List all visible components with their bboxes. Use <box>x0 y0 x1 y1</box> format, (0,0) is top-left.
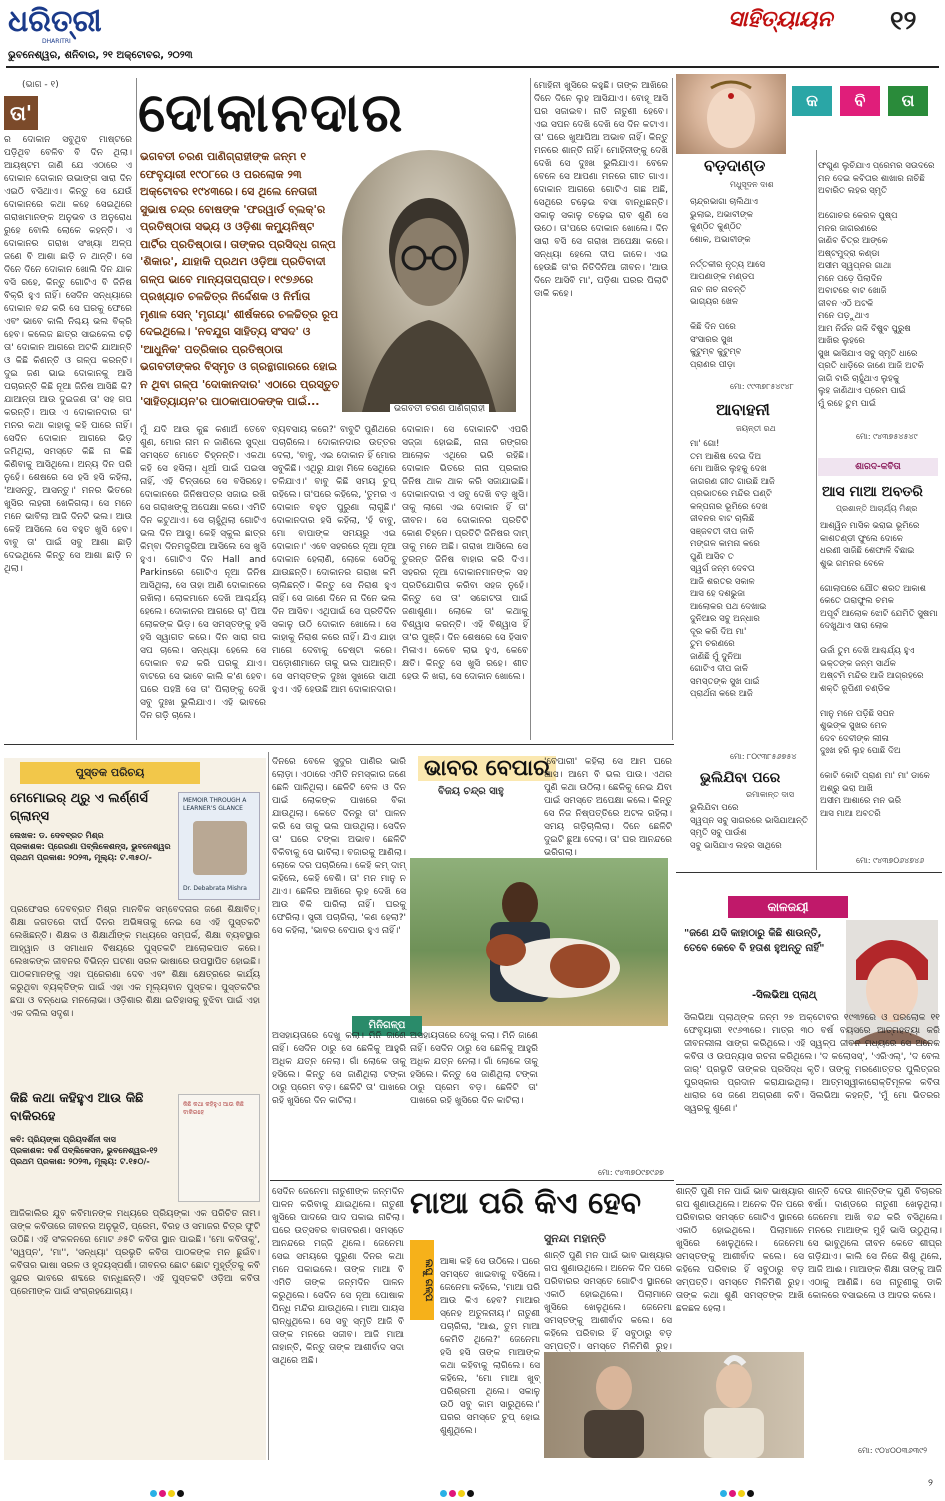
story-column-2: ମୁଁ ଯଦି ଆଉ କୁଛ କଣାଅଁ ତେବେ ଶୁଣ, ମୋର ନାମ ନ ଜାଣିଲେ ସୁଦ୍ଧା ସମସ୍ତେ ମୋତେ ଚିହ୍ନନ୍ତି। ଏକଥା କହି ସେ ହସିଲା। ଧୂଆଁ ପାଇଁ ପଇସା ନାହିଁ, ଏହି ଚିନ୍ତାରେ ସେ ବସିରହେ। ଦୋକାନରେ ଜିନିଷପତ୍ର ସଜାଇ ରଖି ସେ ଗରାଖଙ୍କୁ ଅପେକ୍ଷା କରେ। ଏମିତି ଦିନ କଟୁଥାଏ। ସେ ଚାହୁଁଥିଲା ଗୋଟିଏ ଭଲ ଦିନ ଆସୁ। କେହି ସ୍କୁଲ ଛାତ୍ର କିମ୍ବା ଦିନମଜୁରିଆ ଆସିଲେ ସେ ଖୁସି ହୁଏ। ଗୋଟିଏ ଦିନ Hall and Parkinsରେ ଗୋଟିଏ ନୂଆ ଜିନିଷ ଆସିଥିଲା, ସେ ତାହା ଆଣି ଦୋକାନରେ ରଖିଲା। ଲୋକମାନେ ଦେଖି ଆଶ୍ଚର୍ଯ୍ୟ ହେଲେ। ଦୋକାନର ଆଗରେ ଚା' ପିଆ ଲୋକଙ୍କ ଭିଡ଼। ସେ ସମସ୍ତଙ୍କୁ ହସି ହସି ସ୍ୱାଗତ କରେ। ଦିନ ସାରା ଗପ ସପ ଚାଲେ। ସନ୍ଧ୍ୟା ହେଲେ ସେ ଦୋକାନ ବନ୍ଦ କରି ଘରକୁ ଯାଏ। ବାଟରେ ସେ ଭାବେ କାଲି କ'ଣ ହେବ। ଘରେ ପହଞ୍ଚି ସେ ତା' ପିଲାଙ୍କୁ ଦେଖି ସବୁ ଦୁଃଖ ଭୁଲିଯାଏ। ଏହି ଭାବରେ ଦିନ ଗଡ଼ି ଚାଲେ। <box>140 425 266 721</box>
laghu-story-column-4: ଶାନ୍ତି ଦେଉ ଶାନ୍ତିଙ୍କ ପୁଣି ବିଚାରର ଵର୍ଷା। ଦାଣ୍ଡରେ ନାତୁଣୀ ଖେଳୁଥିଲା। ଜେନେମା ଆଖି ବନ୍ଦ କରି ବସିଥିଲେ। ମନରେ ମାଆଙ୍କ ମୁହଁ ଭାସି ଉଠୁଥିଲା। ସେ ଭାବୁଥିଲେ ଜୀବନ କେତେ ଶୀଘ୍ର ଗଡ଼ିଯାଏ। କାଲି ସେ ନିଜେ ଶିଶୁ ଥିଲେ, ଆଜି ଆଈ। ମାଆଙ୍କ ଶିକ୍ଷା ତାଙ୍କୁ ଆଜି ଏଠାକୁ ଆଣିଛି। ସେ ନାତୁଣୀକୁ ଡାକି କୋଳରେ ବସାଇଲେ ଓ ଆଦର କଲେ। <box>808 1187 942 1301</box>
story-column-3: ବ୍ୟବସାୟ କରେ?' ବାବୁଟି ପୁଣିଥରେ ପଚାରିଲେ। ଦୋକାନଦାର ଉତ୍ତର ଦେଲା, 'ବାବୁ, ଏଇ ଦୋକାନ ହିଁ ମୋର ସବୁକିଛି। ଏଥିରୁ ଯାହା ମିଳେ ସେଥିରେ ଚଳିଯାଏ।' ବାବୁ କିଛି ସମୟ ଚୁପ୍ ରହିଲେ। ତା'ପରେ କହିଲେ, 'ତୁମର ଏ ଦୋକାନ ବହୁତ ପୁରୁଣା ଲାଗୁଛି।' ଦୋକାନଦାର ହସି କହିଲା, 'ହଁ ବାବୁ, ମୋ ବାପାଙ୍କ ସମୟରୁ ଏଇ ଦୋକାନ।' ଏବେ ସହରରେ ନୂଆ ନୂଆ ଦୋକାନ ହେଲାଣି, ଲୋକେ ସେଠିକୁ ଯାଉଛନ୍ତି। ଦୋକାନର ଗରାଖ କମି ଚାଲିଛନ୍ତି। କିନ୍ତୁ ସେ ନିରାଶ ହୁଏ ନାହିଁ। ସେ ଜାଣେ ଦିନେ ନା ଦିନେ ଭଲ ଦିନ ଆସିବ। ଏଥିପାଇଁ ସେ ପ୍ରତିଦିନ ସକାଳୁ ଉଠି ଦୋକାନ ଖୋଲେ। ସେ କାହାକୁ ନିରାଶ କରେ ନାହିଁ। ଯିଏ ଯାହା ମାଗେ ଦେବାକୁ ଚେଷ୍ଟା କରେ। ପଡ଼ୋଶୀମାନେ ତାକୁ ଭଲ ପାଆନ୍ତି। ସେ ସମସ୍ତଙ୍କ ଦୁଃଖ ସୁଖରେ ସାଥୀ ହୁଏ। ଏହି ହେଉଛି ଆମ ଦୋକାନଦାର। <box>272 425 396 695</box>
author-portrait <box>342 150 516 412</box>
book-1-title: ମେମୋଇର୍ ଥ୍ରୁ ଏ ଲର୍ଣ୍ଣର୍ସ ଗ୍ଲାନ୍ସ <box>10 791 148 824</box>
kabita-badge-letter: ବି <box>840 86 880 116</box>
book-review-label: ପୁସ୍ତକ ପରିଚୟ <box>20 762 200 784</box>
kalajayi-quote-author: -ସିଲଭିଆ ପ୍ଲାଥ୍ <box>752 990 817 1001</box>
story-dropcap: ତା' <box>4 96 38 130</box>
masthead <box>0 0 945 64</box>
minigalpa-title: ଭାବର ବେପାର <box>418 756 556 781</box>
poem-2-author: ଜୟନ୍ତୀ ରଥ <box>736 424 776 433</box>
magenta-dot <box>729 1490 736 1497</box>
laghu-story-badge: ଲଘୁ ଗଳ୍ପ <box>410 1240 434 1320</box>
registration-dots <box>150 1482 186 1501</box>
story-title: ଦୋକାନଦାର <box>138 80 405 144</box>
divider <box>530 78 531 740</box>
footer-page-marker: ୨ <box>928 1478 933 1489</box>
divider <box>672 78 673 740</box>
poem-2-title: ଆବାହନୀ <box>716 400 770 419</box>
section-title: ସାହିତ୍ୟାୟନ <box>728 6 833 32</box>
story-column-1: ର ଦୋକାନ ସବୁଥିବ ମାଷ୍ଟରେ ପଡ଼ିଥିବ ବେଳିବ ବି ଦିନ ଥିଲା। ଆୟଷ୍ଟମ ଜାଣି ଯେ ଏଠାରେ ଏ ଦୋକାନ ଦୋକାନ ଉଭାଙ୍ଗ ସାରା ଦିନ ଏଇଠି ବସିଥାଏ। କିନ୍ତୁ ସେ ଯେଉଁ ଦୋକାନରେ କଥା କହେ ସେଇଥିରେ ଗରାଖମାନଙ୍କ ଅନୁଭବ ଓ ଅନୁରୋଧ ରୁହେ ବୋଲି ଲୋକେ କହନ୍ତି। ଏ ଦୋକାନର ଗରାଖ ସଂଖ୍ୟା ଅଳ୍ପ ଜଣେ ବି ଆଶା ଛାଡ଼ି ନ ଥାନ୍ତି। ସେ ଦିନେ ଦିନେ ଦୋକାନ ଖୋଲି ଦିନ ଯାକ ବସି ରହେ, କିନ୍ତୁ ଗୋଟିଏ ବି ଜିନିଷ ବିକ୍ରି ହୁଏ ନାହିଁ। ସେଦିନ ସନ୍ଧ୍ୟାରେ ଦୋକାନ ବନ୍ଦ କରି ସେ ଘରକୁ ଫେରେ ଏବଂ ଭାବେ କାଲି ନିଶ୍ଚୟ ଭଲ ବିକ୍ରି ହେବ। କଲେଜ ଛାତ୍ର ସାଇକେଲ ଚଢ଼ି ତା' ଦୋକାନ ଆଗରେ ଅଟକି ଯାଆନ୍ତି ଓ କିଛି କିଣନ୍ତି ଓ ଗଳ୍ପ କରନ୍ତି। ଦୁଇ ଜଣ ଭାଇ ଦୋକାନକୁ ଆସି ପଚାରନ୍ତି କିଛି ନୂଆ ଜିନିଷ ଆସିଛି କି? ଯାଆନ୍ତା ଆଉ ଦୁଇଜଣ ତା' ସହ ଗପ କରନ୍ତି। ଆଉ ଏ ଦୋକାନଦାର ତା' ମନର କଥା କାହାକୁ କହି ପାରେ ନାହିଁ। ସେଦିନ ଦୋକାନ ଆଗରେ ଭିଡ଼ ଜମିଥିଲା, ସମସ୍ତେ କିଛି ନା କିଛି କିଣିବାକୁ ଆସିଥିଲେ। ଅନ୍ୟ ଦିନ ପରି ନୁହେଁ। ଶେଷରେ ସେ ହସି ହସି କହିଲା, 'ଆସନ୍ତୁ, ଆସନ୍ତୁ।' ମନର ଭିତରେ ଖୁସିର ଲହରୀ ଖେଳିଗଲା। ସେ ମନେ ମନେ ଭାବିଲା ଆଜି ଦିନଟି ଭଲ। ଆଉ କେହି ଆସିଲେ ସେ ବହୁତ ଖୁସି ହେବ। ବାବୁ ତା' ପାଇଁ ସବୁ ଆଶା ଛାଡ଼ି ଦେଇଥିଲେ କିନ୍ତୁ ସେ ଆଶା ଛାଡ଼ି ନ ଥିଲା। <box>4 135 132 574</box>
newspaper-logo: ଧରିତ୍ରୀ <box>8 4 102 39</box>
poem-2-text: ମା' ଗୋ! ତମ ଆଶିଷ ଦେଇ ଦିଅ ମୋ ଆଖିର ଲୁହକୁ ଦେଖ ଜାଗରଣ ଗୀତ ଗାଉଛି ଆଜି ପ୍ରଭାତରେ ମନ୍ଦିର ଘଣ୍ଟି କଳ୍ପନାର ଭୂମିରେ ଦେଖ ଜୀବନର ବାଟ ଚାଲିଛି ସଞ୍ଜବତୀ ଦୀପ ଜାଳି ମଙ୍ଗଳ କାମନା କରେ ପୁଣି ଆସିବ ତ ସ୍ୱର୍ଗ ଜନ୍ମ ଦେବତା ଆଜି ଶରତର ସକାଳ ଆସ ହେ ଦଶଭୁଜା ଆଲୋକର ପଥ ଦେଖାଇ ଦୁନିଆର ସବୁ ଅନ୍ଧାର ଦୂର କରି ଦିଅ ମା' ତୁମ ଚରଣରେ ଜାଣିଛି ମୁଁ ଦୁନିଆ ଗୋଟିଏ ଦୀପ ଜାଳି ସମସ୍ତଙ୍କ ସୁଖ ପାଇଁ ପ୍ରାର୍ଥନା କରେ ଆଜି <box>690 439 775 699</box>
book-1-meta: ଲେଖକ: ଡ. ଦେବବ୍ରତ ମିଶ୍ର ପ୍ରକାଶକ: ପ୍ରେରଣା ପବ୍ଲିକେଶନ୍ସ, ଭୁବନେଶ୍ୱର ପ୍ରଥମ ପ୍ରକାଶ: ୨୦୨୩, ମୂଲ୍ୟ: ଟ.୩୫୦/- <box>10 831 171 862</box>
minigalpa-author: ବିଜୟ ଚନ୍ଦ୍ର ସାହୁ <box>438 786 504 797</box>
kabita-badge <box>792 86 932 116</box>
divider <box>816 150 817 870</box>
kabita-badge-letter: ତା <box>888 86 928 116</box>
book-1-review: ପ୍ରଫେସର ଦେବବ୍ରତ ମିଶ୍ର ମାନବିକ ସମ୍ବେଦନାର ଜଣେ ଶିକ୍ଷାବିତ୍। ଶିକ୍ଷା ଜଗତରେ ଦୀର୍ଘ ଦିନର ଅଭିଜ୍ଞତାକୁ ନେଇ ସେ ଏହି ପୁସ୍ତକଟି ଲେଖିଛନ୍ତି। ଶିକ୍ଷକ ଓ ଶିକ୍ଷାର୍ଥୀଙ୍କ ମଧ୍ୟରେ ସମ୍ପର୍କ, ଶିକ୍ଷା ବ୍ୟବସ୍ଥାର ଆହ୍ୱାନ ଓ ସମାଧାନ ବିଷୟରେ ପୁସ୍ତକଟି ଆଲୋକପାତ କରେ। ଲେଖକଙ୍କ ଜୀବନର ବିଭିନ୍ନ ଘଟଣା ସରଳ ଭାଷାରେ ଉପସ୍ଥାପିତ ହୋଇଛି। ପାଠକମାନଙ୍କୁ ଏହା ପ୍ରେରଣା ଦେବ ଏବଂ ଶିକ୍ଷା କ୍ଷେତ୍ରରେ କାର୍ଯ୍ୟ କରୁଥିବା ବ୍ୟକ୍ତିଙ୍କ ପାଇଁ ଏହା ଏକ ମୂଲ୍ୟବାନ ପୁସ୍ତକ। ପୁସ୍ତକଟିର ଛପା ଓ ବନ୍ଧେଇ ମନଲୋଭା। ଓଡ଼ିଶାର ଶିକ୍ଷା ଇତିହାସକୁ ବୁଝିବା ପାଇଁ ଏହା ଏକ ଦଲିଲ ସଦୃଶ। <box>10 905 260 1019</box>
poem-3-text: ଭୁଲିଯିବା ପରେ ସ୍ୱପ୍ନ ସବୁ ସାଗରରେ ଭାସିଯାଆନ୍ତି ସ୍ମୃତି ସବୁ ପାଉଁଶ ସବୁ ଭାସିଯାଏ ଲହର ସାଥିରେ <box>690 803 808 851</box>
magenta-dot <box>159 1490 166 1497</box>
poem-4-title: ଆସ ମାଆ ଅବତରି <box>822 484 923 500</box>
poem-3-author: ରମାକାନ୍ତ ଦାସ <box>746 790 794 799</box>
book-1-cover-author: Dr. Debabrata Mishra <box>183 885 247 892</box>
book-1-cover <box>178 792 260 900</box>
kabita-badge-letter: କ <box>792 86 832 116</box>
magenta-dot <box>449 1490 456 1497</box>
divider <box>136 78 137 740</box>
masthead-rule <box>6 66 939 68</box>
poem-3-title: ଭୁଲିଯିବା ପରେ <box>700 770 781 786</box>
kalajayi-label: କାଳଜୟୀ <box>728 896 848 918</box>
poem-2-sign: ମୋ: ୮୦୯୩୮୫୬୭୫୪ <box>730 752 797 761</box>
poem-1-sign: ମୋ: ୯୯୩୭୮୫୪୯୪୮ <box>730 382 794 391</box>
story-column-4: ଦୋକାନ। ସେ ଦୋକାନଟି ଏପରି ସଜ୍ଜା ହୋଇଛି, ନାନା ରଙ୍ଗର ଆଲୋକ ଏଥିରେ ଭରି ରହିଛି। ଦୋକାନ ଭିତରେ ନାନା ପ୍ରକାର ଜିନିଷ ଥାକ ଥାକ କରି ସଜାଯାଇଛି। ଦୋକାନଦାର ଏ ସବୁ ଦେଖି ବଡ଼ ଖୁସି। ତାକୁ ଲାଗେ ଏଇ ଦୋକାନ ହିଁ ତା' ଜୀବନ। ସେ ଦୋକାନର ପ୍ରତିଟି କୋଣ ଚିହ୍ନେ। ପ୍ରତିଟି ଜିନିଷର ଦାମ୍ ତାକୁ ମନେ ଅଛି। ଗରାଖ ଆସିଲେ ସେ ତୁରନ୍ତ ଜିନିଷ ବାହାର କରି ଦିଏ। ସହରର ନୂଆ ଦୋକାନମାନଙ୍କ ସହ ପ୍ରତିଯୋଗିତା କରିବା ସହଜ ନୁହେଁ। କିନ୍ତୁ ସେ ତା' ସଚ୍ଚୋଟତା ପାଇଁ ଜଣାଶୁଣା। ଲୋକେ ତା' କଥାକୁ ବିଶ୍ୱାସ କରନ୍ତି। ଏହି ବିଶ୍ୱାସ ହିଁ ତା'ର ପୁଞ୍ଜି। ଦିନ ଶେଷରେ ସେ ହିସାବ ମିଳାଏ। କେବେ ଲାଭ ହୁଏ, କେବେ କ୍ଷତି। କିନ୍ତୁ ସେ ଖୁସି ରହେ। ଶୀତ ହେଉ କି ଖରା, ସେ ଦୋକାନ ଖୋଲେ। <box>402 425 528 682</box>
divider <box>676 872 942 873</box>
portrait-caption: ଭଗବତୀ ଚରଣ ପାଣିଗ୍ରାହୀ <box>390 404 489 414</box>
yellow-dot <box>458 1490 465 1497</box>
minigalpa-badge: ମିନିଗଳ୍ପ <box>352 1016 422 1036</box>
poem-1-date: ମୋ: ୯୪୩୭୫୪୫୪୯ <box>856 432 918 441</box>
page-number: ୧୨ <box>890 6 917 36</box>
book-2-cover <box>178 1094 260 1202</box>
story-part: (ଭାଗ - ୧) <box>22 80 59 90</box>
story-column-5: ମୋହିନୀ ଖୁସିରେ କହୁଛି। ତାଙ୍କ ଆଖିରେ ଦିନେ ଦିନେ ଲୁହ ଆସିଯାଏ। ବୋହୂ ଆସି ଘର ସଜାଇବ। ନାତି ନାତୁଣୀ ହେବେ। ଏଇ ସପନ ଦେଖି ଦେଖି ସେ ଦିନ କଟାଏ। ତା' ଘରେ ଖୁଆପିଆ ଅଭାବ ନାହିଁ। କିନ୍ତୁ ମନରେ ଶାନ୍ତି ନାହିଁ। ମୋହିନୀଙ୍କୁ ଦେଖି ଦେଖି ସେ ଦୁଃଖ ଭୁଲିଯାଏ। ବେଳେ ବେଳେ ସେ ଆପଣା ମନରେ ଗୀତ ଗାଏ। ଦୋକାନ ଆଗରେ ଗୋଟିଏ ଗଛ ଅଛି, ସେଥିରେ ଚଢ଼େଇ ବସା ବାନ୍ଧିଛନ୍ତି। ସକାଳୁ ସକାଳୁ ଚଢ଼େଇ ରାବ ଶୁଣି ସେ ଉଠେ। ତା'ପରେ ଦୋକାନ ଖୋଲେ। ଦିନ ସାରା ବସି ସେ ଗରାଖ ଅପେକ୍ଷା କରେ। ସନ୍ଧ୍ୟା ହେଲେ ଦୀପ ଜାଳେ। ଏଇ ହେଉଛି ତା'ର ନିତିଦିନିଆ ଜୀବନ। 'ଆଉ ଦିନେ ଆସିବି ମା', ପଡ଼ିଶା ଘରର ପିଲାଟି ଡାକି କହେ। <box>534 81 668 299</box>
divider <box>270 1180 674 1181</box>
cyan-dot <box>150 1490 157 1497</box>
cyan-dot <box>440 1490 447 1497</box>
divider <box>268 752 269 1460</box>
cyan-dot <box>720 1490 727 1497</box>
poem-1-text-left: ଚାନ୍ଦ୍ରଭାଗା ଚାଲିଥାଏ ଭୁଲାଇ, ଅଭାବୀଙ୍କ କୁଣ୍ଠିତ କୁଣ୍ଠିତ ଶୋକ, ଅଭାବୀଙ୍କ ନର୍ତ୍ତକୀର ନୃତ୍ୟ ଆସେ ଆପଣାଙ୍କ ମଣ୍ଡପ ନାଚ ନାଚ ନାଚନ୍ତି ଭାଗ୍ୟର ଖେଳ କିଛି ଦିନ ପରେ ସଂସାରର ସୁଖ କୁଟୁମ୍ବ କୁଟୁମ୍ବ ପ୍ରାଣର ପୀଡ଼ା <box>690 197 765 370</box>
minigalpa-column-left: ଦିନରେ ବେଳେ ସୁଦୁର ପାଣିର ଭାରି ଲୋଡ଼ା। ଏଠାରେ ଏମିତି ନମସ୍କାର ଜଣେ ଛେଳି ପାଳିଥିଲା। ଛେଳିଟି ବେଳ ଓ ଦିନ ପାଇଁ ଲୋକଙ୍କ ପାଖରେ ବିକା ଯାଉଥିଲା। କେତେ ଦିନରୁ ତା' ପାଳନ କରି ସେ ତାକୁ ଭଲ ପାଉଥିଲା। ସେଦିନ ତା' ଘରେ ଟଙ୍କା ଅଭାବ। ଛେଳିଟି ବିକିବାକୁ ସେ ଭାବିଲା। ବଜାରକୁ ଆଣିଲା। ଲୋକେ ଦର ପଚାରିଲେ। କେହି କମ୍ ଦାମ୍ କହିଲେ, କେହି ବେଶି। ତା' ମନ ମାନୁ ନ ଥାଏ। ଛେଳିର ଆଖିରେ ଲୁହ ଦେଖି ସେ ଆଉ ବିକି ପାରିଲା ନାହିଁ। ଘରକୁ ଫେରିଲା। ସ୍ତ୍ରୀ ପଚାରିଲା, 'କଣ ହେଲା?' ସେ କହିଲା, 'ଭାବର ବେପାର ହୁଏ ନାହିଁ।' <box>272 757 406 936</box>
registration-dots <box>440 1482 476 1501</box>
newspaper-logo-sub: DHARITRI <box>42 38 71 45</box>
book-1-cover-title: MEMOIR THROUGH A LEARNER'S GLANCE <box>183 797 247 812</box>
dateline: ଭୁବନେଶ୍ୱର, ଶନିବାର, ୨୧ ଅକ୍ଟୋବର, ୨୦୨୩ <box>8 50 193 61</box>
black-dot <box>747 1490 754 1497</box>
minigalpa-column-mid: ଅସହାୟତାରେ ଦେଖୁ କଲା। ମିନି ଜାଣେ ନାହିଁ। ସେଦିନ ଠାରୁ ସେ ଛେଳିକୁ ଆହୁରି ଅଧିକ ଯତ୍ନ ନେଲା। ଗାଁ ଲୋକେ ତାକୁ ହସିଲେ। କିନ୍ତୁ ସେ ଜାଣିଥିଲା ଟଙ୍କା ଠାରୁ ପ୍ରେମ ବଡ଼। ଛେଳିଟି ତା' ପାଖରେ ରହି ଖୁସିରେ ଦିନ କାଟିଲା। <box>410 1031 538 1106</box>
minigalpa-column-right: 'ବେପାରୀ' କହିଲା ସେ ଆମ ଘରେ ଆସ। ଆମେ ବି ଭଲ ପାଉ। ଏଥର ପୁଣି କଥା ଉଠିଲା। ଛେଳିକୁ ନେଇ ଯିବା ପାଇଁ ସମସ୍ତେ ଅପେକ୍ଷା କଲେ। କିନ୍ତୁ ସେ ନିଜ ନିଷ୍ପତ୍ତିରେ ଅଟଳ ରହିଲା। ସମୟ ଗଡ଼ିଚାଲିଲା। ଦିନେ ଛେଳିଟି ଦୁଇଟି ଛୁଆ ଦେଲା। ତା' ଘର ଆନନ୍ଦରେ ଭରିଗଲା। <box>544 757 672 858</box>
portrait-figure <box>342 150 516 412</box>
black-dot <box>177 1490 184 1497</box>
couple-figure <box>544 1352 804 1458</box>
laghu-story-column-1: ସେଦିନ ଜେନେମା ନାତୁଣୀଙ୍କ ଜନ୍ମଦିନ ପାଳନ କରିବାକୁ ଯାଇଥିଲେ। ନାତୁଣୀ ଖୁସିରେ ପାଦରେ ପାଦ ପକାଇ ନାଚିଲା। ଘରେ ଉତ୍ସବର ବାତାବରଣ। ସମସ୍ତେ ଆନନ୍ଦରେ ମଜ୍ଜି ଥିଲେ। ଜେନେମା ସେଇ ସମୟରେ ପୁରୁଣା ଦିନର କଥା ମନେ ପକାଇଲେ। ତାଙ୍କ ମାଆ ବି ଏମିତି ତାଙ୍କ ଜନ୍ମଦିନ ପାଳନ କରୁଥିଲେ। ସେଦିନ ସେ ନୂଆ ପୋଷାକ ପିନ୍ଧି ମନ୍ଦିର ଯାଉଥିଲେ। ମାଆ ପାୟସ ରାନ୍ଧୁଥିଲେ। ସେ ସବୁ ସ୍ମୃତି ଆଜି ବି ତାଙ୍କ ମନରେ ସଜୀବ। ଆଜି ମାଆ ନାହାନ୍ତି, କିନ୍ତୁ ତାଙ୍କ ଆଶୀର୍ବାଦ ସଦା ସାଥିରେ ଅଛି। <box>272 1187 404 1366</box>
kalajayi-quote: "ଜଣେ ଯଦି କାହାଠାରୁ କିଛି ଶାଉନ୍ତି, ତେବେ କେବେ ବି ହତାଶ ହୁଅନ୍ତୁ ନାହିଁ" <box>684 928 825 954</box>
laghu-story-sign: ମୋ: ୯୦୪୦୦୩୬୩୯୨ <box>858 1446 928 1455</box>
divider <box>676 1184 942 1185</box>
poem-1-text-right: ଫଗୁଣ ଲୁଚିଯାଏ ପ୍ରେମର ସଉଦରେ ମନ ଦେଇ କବିତାର ଶାଖାର ନାଚିଛି ଅବାରିତ ଲହର ସ୍ମୃତି ଅଗୋଚର କେରଳ ପୁଷ୍ପ ମନର ଜାଗରଣରେ ଜାଣିବ ଚିତ୍ର ଆଙ୍କେ ଅଷ୍ଟମୁଦ୍ରା କଣ୍ଡା ଅସୀମ ସ୍ୱପ୍ନର ଗାଥା ମନେ ପଡ଼େ ପିଲାଦିନ ଅବାଟରେ ବାଟ ଖୋଜି ଜୀବନ ଏଠି ଅଟକି ମନେ ପଡ଼ୁଥାଏ ଆମ ନିର୍ଜନ ଗଳି ବିଷୁବ ପୁରୁଷ ଆଖିର ଲୁହରେ ସୁଖ ଭାସିଯାଏ ସବୁ ସ୍ମୃତି ଧାରେ ପ୍ରତି ଧାଡ଼ିରେ ଜାଣେ ଆଜି ଅଟକି ଜାଗି ବାରି ଚାହୁଁଥାଏ ଲୁହକୁ ଲୁହ ଜାଣିଥାଏ ପ୍ରେମ ପାଇଁ ମୁଁ ରହେ ତୁମ ପାଇଁ <box>818 161 935 409</box>
poem-1-title: ବଡ଼ଦାଣ୍ଡ <box>704 156 766 175</box>
book-2-title: କିଛି କଥା କହିହୁଏ ଆଉ କିଛି ବାକିରହେ <box>10 1091 144 1124</box>
sharad-kabita-label: ଶାରଦ-କବିତା <box>818 458 938 476</box>
book-2-review: ଆଜିକାଲିର ଯୁବ କବିମାନଙ୍କ ମଧ୍ୟରେ ପ୍ରିୟଙ୍କା ଏକ ପରିଚିତ ନାମ। ତାଙ୍କ କବିତାରେ ଜୀବନର ଅନୁଭୂତି, ପ୍ରେମ, ବିରହ ଓ ସମାଜର ଚିତ୍ର ଫୁଟି ଉଠିଛି। ଏହି ସଂକଳନରେ ମୋଟ ୬୫ଟି କବିତା ସ୍ଥାନ ପାଇଛି। 'ମୋ କବିତାକୁ', 'ସ୍ୱପ୍ନ', 'ମା'', 'ସନ୍ଧ୍ୟା' ପ୍ରଭୃତି କବିତା ପାଠକଙ୍କ ମନ ଛୁଇଁବ। କବିତାର ଭାଷା ସରଳ ଓ ହୃଦୟସ୍ପର୍ଶୀ। ଜୀବନର ଛୋଟ ଛୋଟ ମୁହୂର୍ତ୍ତକୁ କବି ସୁନ୍ଦର ଭାବରେ ଶବ୍ଦରେ ବାନ୍ଧିଛନ୍ତି। ଏହି ପୁସ୍ତକଟି ଓଡ଼ିଆ କବିତା ପ୍ରେମୀଙ୍କ ପାଇଁ ସଂଗ୍ରହଯୋଗ୍ୟ। <box>10 1209 260 1297</box>
goddess-image <box>676 74 786 154</box>
book-2-meta: କବି: ପ୍ରିୟଙ୍କା ପ୍ରିୟଦର୍ଶିନୀ ଦାସ ପ୍ରକାଶକ: ଦର୍ଶ ପବ୍ଲିକେସନ, ଭୁବନେଶ୍ୱର-୧୨ ପ୍ରଥମ ପ୍ରକାଶ: ୨୦୨୩, ମୂଲ୍ୟ: ଟ.୧୫୦/- <box>10 1135 158 1166</box>
goddess-face <box>676 74 786 154</box>
laghu-story-column-5: ଶାନ୍ତି ପୁଣି ମନ ପାଇଁ ଭାବ ଭାଷ୍ୟାର ଗପ ଶୁଣାଉଥିଲେ। ଅନେକ ଦିନ ପରେ ପରିବାରର ସମସ୍ତେ ଗୋଟିଏ ସ୍ଥାନରେ ଏକାଠି ହୋଇଥିଲେ। ପିଲାମାନେ ଖୁସିରେ ଖେଳୁଥିଲେ। ଜେନେମା ସମସ୍ତଙ୍କୁ ଆଶୀର୍ବାଦ କଲେ। ସେ କହିଲେ ପରିବାର ହିଁ ସବୁଠାରୁ ବଡ଼ ସମ୍ପତ୍ତି। ସମସ୍ତେ ମିଳିମିଶି ରୁହ। ତାଙ୍କ କଥା ଶୁଣି ସମସ୍ତଙ୍କ ଆଖି ଛଳଛଳ ହେଲା। <box>676 1187 804 1314</box>
black-dot <box>467 1490 474 1497</box>
laghu-story-title: ମାଆ ପରି କିଏ ହେବ <box>410 1186 642 1221</box>
elderly-couple-photo <box>544 1352 804 1458</box>
print-registration-bar <box>0 1470 945 1500</box>
poem-4-author: ପ୍ରଶାନ୍ତି ଆଚାର୍ଯ୍ୟ ମିଶ୍ର <box>836 504 918 513</box>
laghu-story-author: ସୁନନ୍ଦା ମହାନ୍ତି <box>544 1232 606 1245</box>
yellow-dot <box>168 1490 175 1497</box>
minigalpa-sign: ମୋ: ୯୪୩୭୦୯୭୯୬୭ <box>598 1168 664 1177</box>
kalajayi-bio: ସିଲଭିଆ ପ୍ଲାଥ୍ଙ୍କ ଜନ୍ମ ୨୭ ଅକ୍ଟୋବର ୧୯୩୨ରେ ଓ ପରଲୋକ ୧୧ ଫେବୃୟାରୀ ୧୯୬୩ରେ। ମାତ୍ର ୩୦ ବର୍ଷ ବୟସରେ ଆତ୍ମହତ୍ୟା କରି ଜୀବନଲୀଳା ସାଙ୍ଗ କରିଥିଲେ। ଏହି ସ୍ୱଳ୍ପ ଜୀବନ ମଧ୍ୟରେ ସେ ଅନେକ କବିତା ଓ ଉପନ୍ୟାସ ରଚନା କରିଥିଲେ। 'ଦ କଲୋସସ୍', 'ଏରିଏଲ୍', 'ଦ ବେଲ ଜାର୍' ପ୍ରଭୃତି ତାଙ୍କର ପ୍ରସିଦ୍ଧ କୃତି। ତାଙ୍କୁ ମରଣୋତ୍ତର ପୁଲିତ୍ଜର ପୁରସ୍କାର ପ୍ରଦାନ କରାଯାଇଥିଲା। ଆତ୍ମସ୍ୱୀକାରୋକ୍ତିମୂଳକ କବିତା ଧାରାର ସେ ଜଣେ ଅଗ୍ରଣୀ କବି। ସିଲଭିଆ କହନ୍ତି, 'ମୁଁ ମୋ ଭିତରର ସ୍ୱରକୁ ଶୁଣେ।' <box>684 1013 940 1114</box>
book-2-cover-title: କିଛି କଥା କହିହୁଏ ଆଉ କିଛି ବାକିରହେ <box>183 1101 244 1116</box>
laghu-story-column-3: ଶାନ୍ତି ପୁଣି ମନ ପାଇଁ ଭାବ ଭାଷ୍ୟାର ଗପ ଶୁଣାଉଥିଲେ। ଅନେକ ଦିନ ପରେ ପରିବାରର ସମସ୍ତେ ଗୋଟିଏ ସ୍ଥାନରେ ଏକାଠି ହୋଇଥିଲେ। ପିଲାମାନେ ଖୁସିରେ ଖେଳୁଥିଲେ। ଜେନେମା ସମସ୍ତଙ୍କୁ ଆଶୀର୍ବାଦ କଲେ। ସେ କହିଲେ ପରିବାର ହିଁ ସବୁଠାରୁ ବଡ଼ ସମ୍ପତ୍ତି। ସମସ୍ତେ ମିଳିମିଶି ରୁହ। <box>544 1251 672 1352</box>
yellow-dot <box>738 1490 745 1497</box>
registration-dots <box>720 1482 756 1501</box>
divider <box>4 744 674 745</box>
minigalpa-column-extra: ଅସହାୟତାରେ ଦେଖୁ କଲା। ମିନି ଜାଣେ ନାହିଁ। ସେଦିନ ଠାରୁ ସେ ଛେଳିକୁ ଆହୁରି ଅଧିକ ଯତ୍ନ ନେଲା। ଗାଁ ଲୋକେ ତାକୁ ହସିଲେ। କିନ୍ତୁ ସେ ଜାଣିଥିଲା ଟଙ୍କା ଠାରୁ ପ୍ରେମ ବଡ଼। ଛେଳିଟି ତା' ପାଖରେ ରହି ଖୁସିରେ ଦିନ କାଟିଲା। <box>272 1031 406 1106</box>
poem-4-sign: ମୋ: ୯୪୩୭୦୬୪୭୪୬ <box>856 856 925 865</box>
poem-1-author: ମଧୁସୂଦନ ଦାଶ <box>730 180 774 189</box>
story-intro: ଭଗବତୀ ଚରଣ ପାଣିଗ୍ରାହୀଙ୍କ ଜନ୍ମ ୧ ଫେବୃୟାରୀ ୧୯୦୮ରେ ଓ ପରଲୋକ ୨୩ ଅକ୍ଟୋବର ୧୯୪୩ରେ। ସେ ଥିଲେ ନେତାଜୀ ସୁଭାଷ ଚନ୍ଦ୍ର ବୋଷଙ୍କ 'ଫରୱାର୍ଡ ବ୍ଲକ୍'ର ପ୍ରତିଷ୍ଠାତା ସଭ୍ୟ ଓ ଓଡ଼ିଶା କମ୍ୟୁନିଷ୍ଟ ପାର୍ଟିର ପ୍ରତିଷ୍ଠାତା। ତାଙ୍କର ପ୍ରସିଦ୍ଧ ଗଳ୍ପ 'ଶିକାର', ଯାହାକି ପ୍ରଥମ ଓଡ଼ିଆ ପ୍ରତିବାଦୀ ଗଳ୍ପ ଭାବେ ମାନ୍ୟତାପ୍ରାପ୍ତ। ୧୯୭୬ରେ ପ୍ରଖ୍ୟାତ ଚଳଚ୍ଚିତ୍ର ନିର୍ଦ୍ଦେଶକ ଓ ନିର୍ମାତା ମୃଣାଳ ସେନ୍ 'ମୃଗୟା' ଶୀର୍ଷକରେ ଚଳଚ୍ଚିତ୍ର ରୂପ ଦେଇଥିଲେ। 'ନବଯୁଗ ସାହିତ୍ୟ ସଂସଦ' ଓ 'ଆଧୁନିକ' ପତ୍ରିକାର ପ୍ରତିଷ୍ଠାତା ଭଗବତୀଙ୍କର ବିସ୍ମୃତ ଓ ଗ୍ରନ୍ଥାଗାରରେ ହୋଇ ନ ଥିବା ଗଳ୍ପ 'ଦୋକାନଦାର' ଏଠାରେ ପ୍ରସ୍ତୁତ 'ସାହିତ୍ୟାୟନ'ର ପାଠକାପାଠକଙ୍କ ପାଇଁ... <box>140 150 340 408</box>
poem-4-text: ଆଶ୍ୱିନ ମାସିକ ଭରାଇ ଭୂମିରେ କାଶତଣ୍ଡୀ ଫୁଲେ ଦୋଳେ ଧରଣୀ ସାଜିଛି ଶେଫାଳି ବିଛାଇ ଶୁଭ ଗମନର ବେଳେ ଗୋଲାପରେ ଯୌତ ଶରତ ଆକାଶ କେତେ ତାରାଫୁଲ ଚମକ ଅପୂର୍ବ ଆଲୋକ ଝୋଟି ଯେମିତି ସୁଷମା ଦେଖୁଥାଏ ସାରା ଲୋକ ଉର୍ଜା ତୁମ ଦେଖି ଆଶ୍ଚର୍ଯ୍ୟ ହୁଏ ଭକ୍ତଙ୍କ ଜନ୍ମ ସାର୍ଥକ ଅଷ୍ଟମି ମନ୍ଦିର ଆଜି ଆଗ୍ରହରେ ଶକ୍ତି ରୂପିଣୀ ଚଣ୍ଡିକ ମାନୁ ମନେ ପଡ଼ିଛି ସପନ ଶୁଭଙ୍କ ସୁଖର ମେଳ ଦେବ ଦେବୀଙ୍କ ଲୀଳା ଦୁଃଖ ହରି ଲୁହ ପୋଛି ଦିଅ କୋଟି କୋଟି ପ୍ରାଣ ମା' ମା' ଡାକେ ଅଶ୍ରୁ ଭରା ଆଖି ଅସୀମ ଆଶାରେ ମନ ଭରି ଆସ ମାଆ ଅବତରି <box>820 521 938 819</box>
book-1-cover-photo <box>193 821 247 875</box>
laghu-story-column-2: ଆଜ୍ଞା କହି ସେ ଉଠିଲେ। ଘରେ ସମସ୍ତେ ଖାଇବାକୁ ବସିଲେ। ଜେନେମା କହିଲେ, 'ମାଆ ପରି ଆଉ କିଏ ହେବ? ମାଆର ସ୍ନେହ ଅତୁଳନୀୟ।' ନାତୁଣୀ ପଚାରିଲା, 'ଆଈ, ତୁମ ମାଆ କେମିତି ଥିଲେ?' ଜେନେମା ହସି ହସି ତାଙ୍କ ମାଆଙ୍କ କଥା କହିବାକୁ ଲାଗିଲେ। ସେ କହିଲେ, 'ମୋ ମାଆ ଖୁବ୍ ପରିଶ୍ରମୀ ଥିଲେ। ସକାଳୁ ଉଠି ସବୁ କାମ ସାରୁଥିଲେ।' ଘରର ସମସ୍ତେ ଚୁପ୍ ହୋଇ ଶୁଣୁଥିଲେ। <box>440 1257 540 1436</box>
